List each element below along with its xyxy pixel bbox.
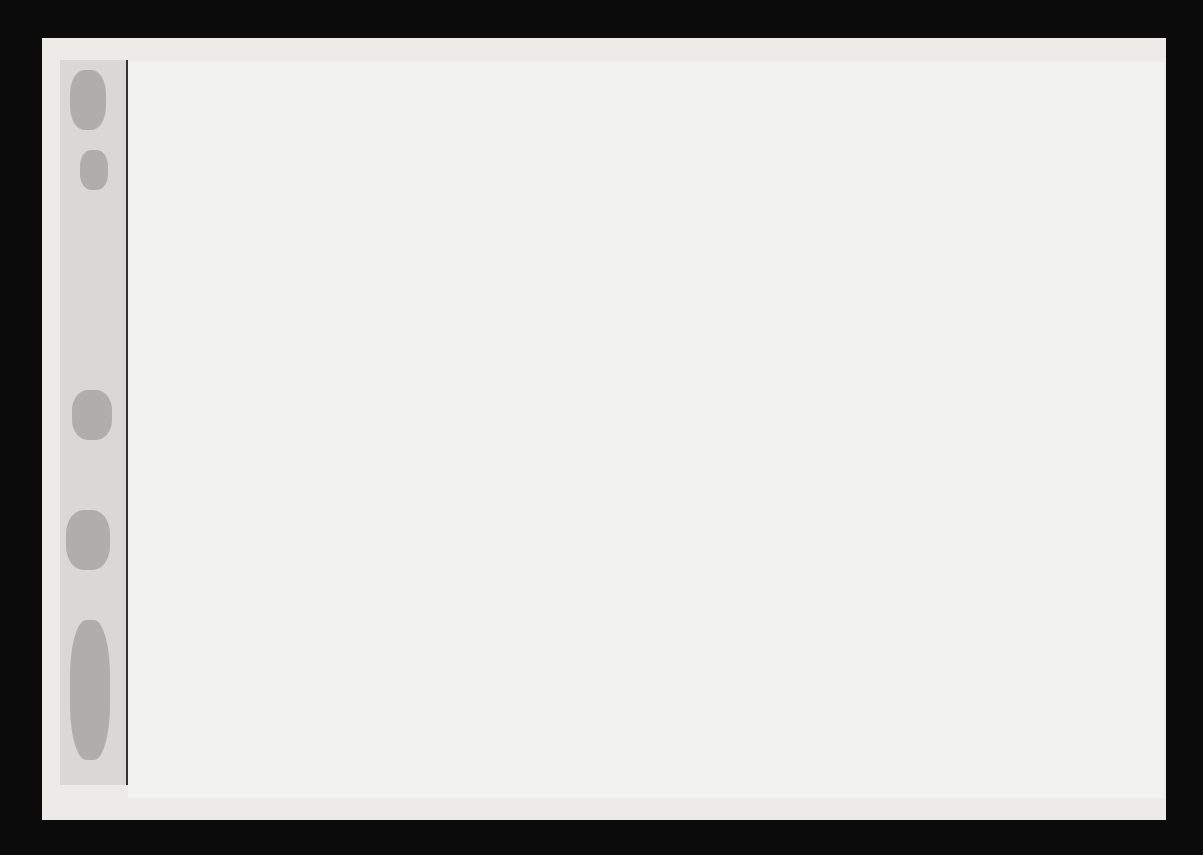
form-sheet (128, 62, 1164, 798)
torn-left-margin (60, 60, 128, 785)
